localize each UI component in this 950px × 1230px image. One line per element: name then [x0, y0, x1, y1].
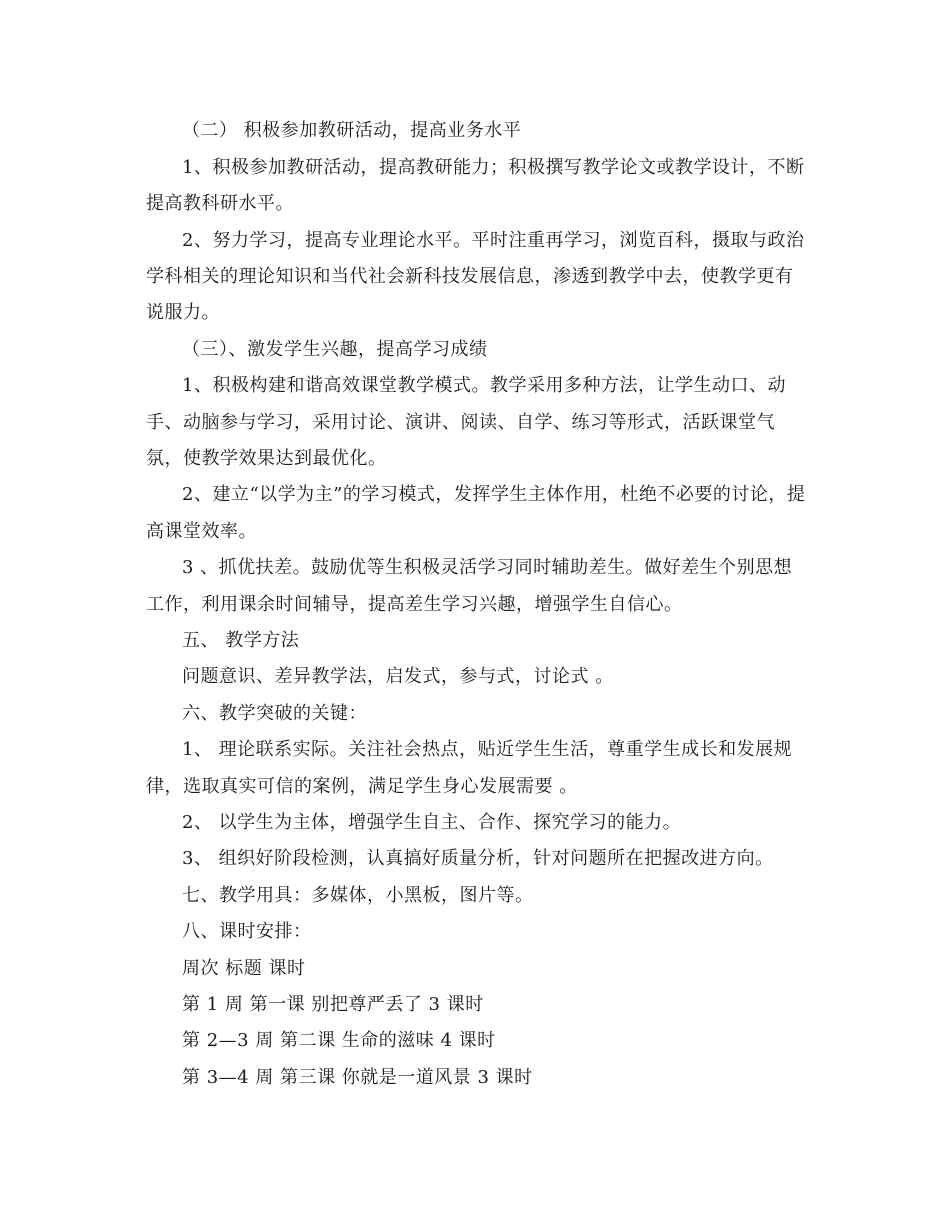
paragraph-line: 问题意识、差异教学法，启发式，参与式，讨论式 。: [182, 666, 614, 687]
section-heading: 五、 教学方法: [182, 630, 300, 651]
section-heading: （三）、激发学生兴趣，提高学习成绩: [182, 339, 488, 360]
paragraph-line: 1、积极构建和谐高效课堂教学模式。教学采用多种方法，让学生动口、动: [182, 375, 786, 396]
paragraph-line: 氛，使教学效果达到最优化。: [146, 448, 387, 469]
section-heading: （二） 积极参加教研活动，提高业务水平: [182, 120, 522, 141]
section-heading: 七、教学用具：多媒体，小黑板，图片等。: [182, 885, 534, 906]
paragraph-line: 2、 以学生为主体，增强学生自主、合作、探究学习的能力。: [182, 812, 682, 833]
paragraph-line: 工作，利用课余时间辅导，提高差生学习兴趣，增强学生自信心。: [146, 594, 683, 615]
paragraph-line: 1、积极参加教研活动，提高教研能力；积极撰写教学论文或教学设计，不断: [182, 157, 805, 178]
paragraph-line: 手、动脑参与学习，采用讨论、演讲、阅读、自学、练习等形式，活跃课堂气: [146, 412, 775, 433]
paragraph-line: 2、努力学习，提高专业理论水平。平时注重再学习，浏览百科，摄取与政治: [182, 230, 805, 251]
schedule-header: 周次 标题 课时: [182, 958, 306, 979]
paragraph-line: 律，选取真实可信的案例，满足学生身心发展需要 。: [146, 776, 578, 797]
paragraph-line: 提高教科研水平。: [146, 193, 294, 214]
paragraph-line: 1、 理论联系实际。关注社会热点，贴近学生生活，尊重学生成长和发展规: [182, 739, 793, 760]
paragraph-line: 3、 组织好阶段检测，认真搞好质量分析，针对问题所在把握改进方向。: [182, 848, 774, 869]
paragraph-line: 说服力。: [146, 302, 220, 323]
schedule-row: 第 3—4 周 第三课 你就是一道风景 3 课时: [182, 1067, 533, 1088]
paragraph-line: 3 、抓优扶差。鼓励优等生积极灵活学习同时辅助差生。做好差生个别思想: [182, 557, 793, 578]
schedule-row: 第 1 周 第一课 别把尊严丢了 3 课时: [182, 994, 484, 1015]
paragraph-line: 2、建立“以学为主”的学习模式，发挥学生主体作用，杜绝不必要的讨论，提: [182, 484, 806, 505]
section-heading: 六、教学突破的关键：: [182, 703, 367, 724]
paragraph-line: 学科相关的理论知识和当代社会新科技发展信息，渗透到教学中去，使教学更有: [146, 266, 794, 287]
section-heading: 八、课时安排：: [182, 921, 312, 942]
paragraph-line: 高课堂效率。: [146, 521, 257, 542]
schedule-row: 第 2—3 周 第二课 生命的滋味 4 课时: [182, 1030, 496, 1051]
